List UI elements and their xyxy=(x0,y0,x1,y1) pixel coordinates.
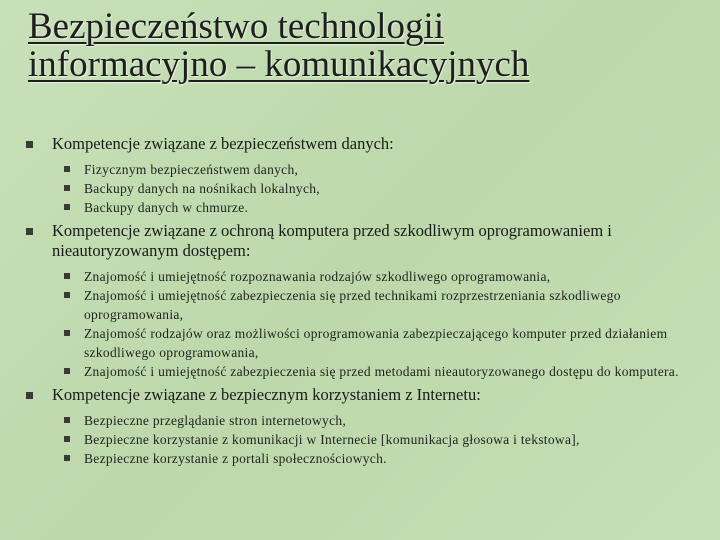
list-item xyxy=(52,449,712,468)
list-item-text: Znajomość i umiejętność zabezpieczenia się przed technikami rozprzestrzeniania szkodliwego oprogramowania, xyxy=(84,288,621,322)
list-item-text: Bezpieczne korzystanie z portali społecznościowych. xyxy=(84,451,387,466)
section-items xyxy=(52,267,712,381)
list-item xyxy=(52,267,712,286)
list-item xyxy=(52,198,712,217)
slide-title-line1: Bezpieczeństwo technologii xyxy=(28,6,445,47)
square-bullet-icon xyxy=(64,292,70,298)
list-item-text: Backupy danych w chmurze. xyxy=(84,200,249,215)
square-bullet-icon xyxy=(64,273,70,279)
slide-title xyxy=(28,8,708,84)
slide-title-line2: informacyjno – komunikacyjnych xyxy=(28,44,530,85)
square-bullet-icon xyxy=(64,436,70,442)
list-item xyxy=(52,179,712,198)
square-bullet-icon xyxy=(26,392,33,399)
list-item-text: Fizycznym bezpieczeństwem danych, xyxy=(84,162,299,177)
list-item xyxy=(52,362,712,381)
list-item xyxy=(52,411,712,430)
list-item xyxy=(52,324,712,362)
square-bullet-icon xyxy=(64,455,70,461)
square-bullet-icon xyxy=(64,368,70,374)
square-bullet-icon xyxy=(26,141,33,148)
list-item-text: Znajomość i umiejętność zabezpieczenia się przed metodami nieautoryzowanego dostępu do komputera. xyxy=(84,364,679,379)
list-item-text: Znajomość rodzajów oraz możliwości oprogramowania zabezpieczającego komputer przed działaniem szkodliwego oprogramowania, xyxy=(84,326,668,360)
list-item xyxy=(52,430,712,449)
list-item-text: Bezpieczne korzystanie z komunikacji w Internecie [komunikacja głosowa i tekstowa], xyxy=(84,432,580,447)
list-item xyxy=(52,286,712,324)
section-items xyxy=(52,411,712,468)
slide-content xyxy=(22,134,712,472)
square-bullet-icon xyxy=(64,166,70,172)
list-item-text: Backupy danych na nośnikach lokalnych, xyxy=(84,181,320,196)
list-item xyxy=(52,160,712,179)
section-heading: Kompetencje związane z bezpiecznym korzystaniem z Internetu: xyxy=(52,385,481,404)
square-bullet-icon xyxy=(64,330,70,336)
section-heading: Kompetencje związane z bezpieczeństwem danych: xyxy=(52,134,394,153)
section-heading: Kompetencje związane z ochroną komputera przed szkodliwym oprogramowaniem i nieautoryzowanym dostępem: xyxy=(52,221,612,260)
square-bullet-icon xyxy=(26,228,33,235)
section-data-security xyxy=(22,134,712,217)
square-bullet-icon xyxy=(64,417,70,423)
section-list xyxy=(22,134,712,468)
section-malware-protection xyxy=(22,221,712,381)
list-item-text: Bezpieczne przeglądanie stron internetowych, xyxy=(84,413,347,428)
section-internet-safety xyxy=(22,385,712,468)
square-bullet-icon xyxy=(64,204,70,210)
square-bullet-icon xyxy=(64,185,70,191)
list-item-text: Znajomość i umiejętność rozpoznawania rodzajów szkodliwego oprogramowania, xyxy=(84,269,551,284)
section-items xyxy=(52,160,712,217)
